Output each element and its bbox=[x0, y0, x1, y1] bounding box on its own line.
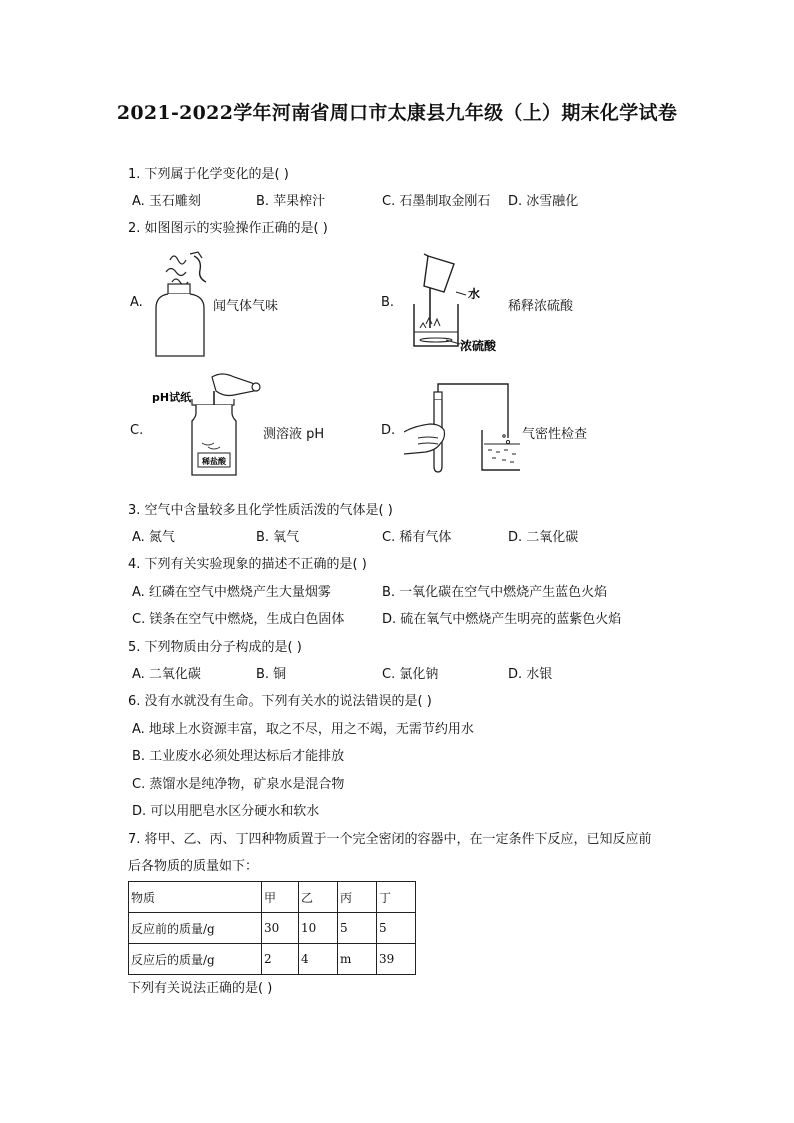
q1-option-d: D. 冰雪融化 bbox=[508, 194, 579, 209]
q4-option-c: C. 镁条在空气中燃烧，生成白色固体 bbox=[132, 612, 345, 627]
q2-option-d-letter: D. bbox=[381, 423, 396, 438]
table-cell: 5 bbox=[338, 913, 377, 944]
table-cell: 10 bbox=[299, 913, 338, 944]
question-7-stem-line1: 7. 将甲、乙、丙、丁四种物质置于一个完全密闭的容器中，在一定条件下反应，已知反应前 bbox=[128, 832, 652, 847]
q5-option-b: B. 铜 bbox=[256, 667, 287, 682]
question-7-stem-line2: 后各物质的质量如下： bbox=[128, 859, 259, 874]
q5-option-a: A. 二氧化碳 bbox=[132, 667, 201, 682]
q6-option-a: A. 地球上水资源丰富，取之不尽，用之不竭，无需节约用水 bbox=[132, 722, 474, 737]
table-cell: 39 bbox=[377, 944, 416, 975]
q5-option-c: C. 氯化钠 bbox=[382, 667, 439, 682]
bottle-label: 稀盐酸 bbox=[202, 457, 226, 466]
table-header-cell: 物质 bbox=[129, 882, 262, 913]
question-4-stem: 4. 下列有关实验现象的描述不正确的是( ) bbox=[128, 557, 367, 572]
exam-title: 2021-2022学年河南省周口市太康县九年级（上）期末化学试卷 bbox=[116, 102, 678, 124]
q6-option-d: D. 可以用肥皂水区分硬水和软水 bbox=[132, 804, 320, 819]
question-7-followup: 下列有关说法正确的是( ) bbox=[128, 981, 273, 996]
acid-label: 浓硫酸 bbox=[460, 339, 497, 353]
q3-option-b: B. 氧气 bbox=[256, 530, 300, 545]
table-row bbox=[129, 944, 416, 975]
q4-option-b: B. 一氧化碳在空气中燃烧产生蓝色火焰 bbox=[382, 585, 608, 600]
table-cell: 30 bbox=[262, 913, 299, 944]
q2-caption-d: 气密性检查 bbox=[522, 427, 588, 442]
table-header-row bbox=[129, 882, 416, 913]
q5-option-d: D. 水银 bbox=[508, 667, 553, 682]
question-1-stem: 1. 下列属于化学变化的是( ) bbox=[128, 167, 289, 182]
q2-option-c-letter: C. bbox=[130, 423, 144, 438]
q1-option-c: C. 石墨制取金刚石 bbox=[382, 194, 491, 209]
q6-option-b: B. 工业废水必须处理达标后才能排放 bbox=[132, 749, 345, 764]
q2-option-b-letter: B. bbox=[381, 295, 395, 310]
question-3-stem: 3. 空气中含量较多且化学性质活泼的气体是( ) bbox=[128, 503, 393, 518]
water-label: 水 bbox=[468, 287, 481, 301]
table-header-cell: 丙 bbox=[338, 882, 377, 913]
table-cell: 2 bbox=[262, 944, 299, 975]
table-cell: m bbox=[338, 944, 377, 975]
table-cell: 5 bbox=[377, 913, 416, 944]
table-cell: 反应前的质量/g bbox=[129, 913, 262, 944]
q4-option-a: A. 红磷在空气中燃烧产生大量烟雾 bbox=[132, 585, 331, 600]
mass-table bbox=[128, 881, 416, 975]
smell-gas-figure bbox=[150, 250, 212, 360]
table-header-cell: 乙 bbox=[299, 882, 338, 913]
measure-ph-figure bbox=[152, 373, 264, 477]
question-6-stem: 6. 没有水就没有生命。下列有关水的说法错误的是( ) bbox=[128, 694, 432, 709]
table-row bbox=[129, 913, 416, 944]
q3-option-c: C. 稀有气体 bbox=[382, 530, 452, 545]
q6-option-c: C. 蒸馏水是纯净物，矿泉水是混合物 bbox=[132, 777, 345, 792]
q2-caption-b: 稀释浓硫酸 bbox=[508, 299, 574, 314]
table-header-cell: 甲 bbox=[262, 882, 299, 913]
question-2-stem: 2. 如图图示的实验操作正确的是( ) bbox=[128, 221, 328, 236]
q2-caption-c: 测溶液 pH bbox=[263, 427, 325, 442]
q2-option-a-letter: A. bbox=[130, 295, 143, 310]
question-5-stem: 5. 下列物质由分子构成的是( ) bbox=[128, 640, 302, 655]
q2-caption-a: 闻气体气味 bbox=[213, 299, 279, 314]
q1-option-a: A. 玉石雕刻 bbox=[132, 194, 201, 209]
q3-option-d: D. 二氧化碳 bbox=[508, 530, 579, 545]
table-cell: 反应后的质量/g bbox=[129, 944, 262, 975]
q4-option-d: D. 硫在氧气中燃烧产生明亮的蓝紫色火焰 bbox=[382, 612, 622, 627]
airtightness-figure bbox=[404, 380, 520, 476]
ph-paper-label: pH试纸 bbox=[152, 391, 192, 404]
dilute-acid-figure bbox=[400, 252, 506, 356]
table-header-cell: 丁 bbox=[377, 882, 416, 913]
q3-option-a: A. 氮气 bbox=[132, 530, 175, 545]
q1-option-b: B. 苹果榨汁 bbox=[256, 194, 326, 209]
table-cell: 4 bbox=[299, 944, 338, 975]
